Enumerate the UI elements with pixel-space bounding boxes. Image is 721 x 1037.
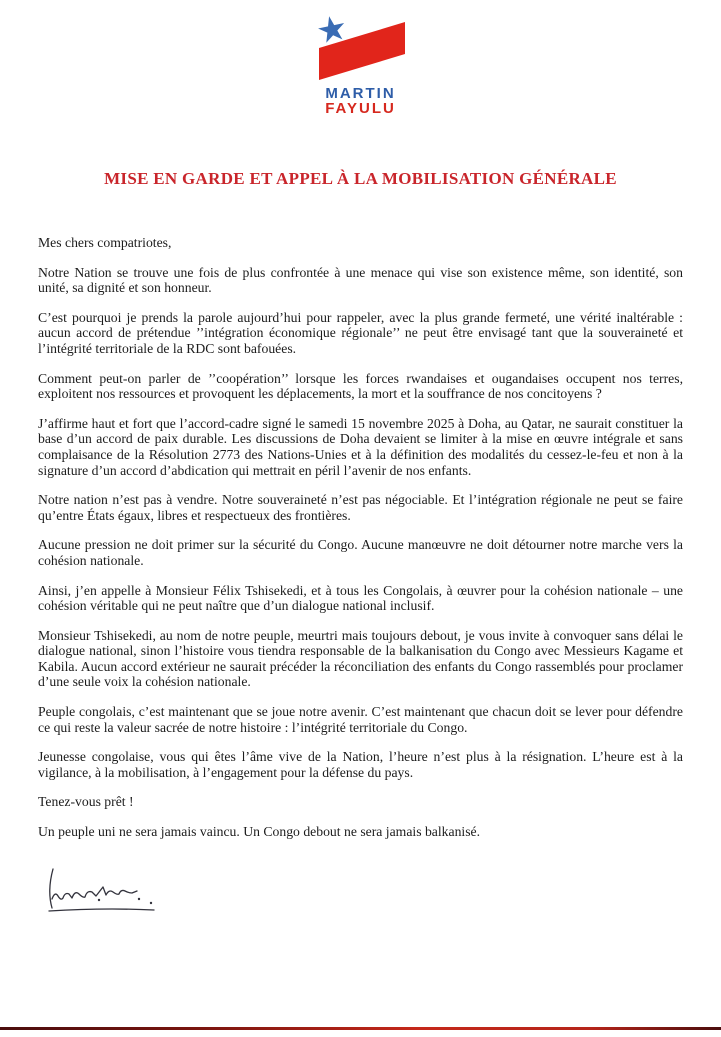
letter-paragraph: J’affirme haut et fort que l’accord-cadre signé le samedi 15 novembre 2025 à Doha, au Qatar, ne saurait constituer la base d’un accord de paix durable. Les discussions de Doha devaient se limiter à la mise en œuvre intégrale et sans complaisance de la Résolution 2773 des Nations-Unies et à la définition des modalités du cessez-le-feu et non à la signature d’un accord d’abdication qui mettrait en péril l’avenir de nos enfants. — [38, 415, 683, 478]
letter-paragraph: Ainsi, j’en appelle à Monsieur Félix Tshisekedi, et à tous les Congolais, à œuvrer pour la cohésion nationale – une cohésion véritable qui ne peut naître que d’un dialogue national inclusif. — [38, 582, 683, 614]
signature — [42, 866, 683, 922]
letter-body — [38, 235, 683, 921]
letter-paragraph: C’est pourquoi je prends la parole aujourd’hui pour rappeler, avec la plus grande fermeté, une vérité inaltérable : aucun accord de prétendue ’’intégration économique régionale’’ ne peut être envisagé tant que la souveraineté et l’intégrité territoriale de la RDC sont bafouées. — [38, 309, 683, 356]
document-title: MISE EN GARDE ET APPEL À LA MOBILISATION GÉNÉRALE — [104, 169, 617, 188]
letter-paragraph: Un peuple uni ne sera jamais vaincu. Un Congo debout ne sera jamais balkanisé. — [38, 824, 481, 840]
footer-rule — [0, 1027, 721, 1030]
letter-paragraph: Tenez-vous prêt ! — [38, 794, 134, 810]
letter-paragraph: Peuple congolais, c’est maintenant que se joue notre avenir. C’est maintenant que chacun doit se lever pour défendre ce qui reste la valeur sacrée de notre histoire : l’intégrité territoriale du Congo. — [38, 704, 683, 735]
logo-graphic — [305, 14, 417, 82]
signature-scrawl — [42, 866, 177, 918]
martin-fayulu-logo — [296, 14, 426, 117]
letter-paragraphs — [38, 265, 683, 840]
letter-paragraph: Monsieur Tshisekedi, au nom de notre peuple, meurtri mais toujours debout, je vous invite à convoquer sans délai le dialogue national, sinon l’histoire vous tiendra responsable de la balkanisation du Congo avec Messieurs Kagame et Kabila. Aucun accord extérieur ne saurait précéder la réconciliation des enfants du Congo rassemblés pour proclamer d’une seule voix la cohésion nationale. — [38, 627, 683, 690]
salutation: Mes chers compatriotes, — [38, 235, 172, 250]
letter-paragraph: Notre nation n’est pas à vendre. Notre souveraineté n’est pas négociable. Et l’intégration régionale ne peut se faire qu’entre États égaux, libres et respectueux des frontières. — [38, 492, 683, 523]
document-page — [0, 14, 721, 1037]
letter-paragraph: Comment peut-on parler de ’’coopération’’ lorsque les forces rwandaises et ougandaises occupent nos terres, exploitent nos ressources et provoquent les déplacements, la mort et la souffrance de nos concitoyens ? — [38, 370, 683, 402]
letter-paragraph: Aucune pression ne doit primer sur la sécurité du Congo. Aucune manœuvre ne doit détourner notre marche vers la cohésion nationale. — [38, 537, 683, 568]
logo-text-fayulu: FAYULU — [325, 100, 396, 117]
star-icon — [316, 14, 347, 44]
logo-text-martin: MARTIN — [325, 85, 396, 102]
letter-paragraph: Jeunesse congolaise, vous qui êtes l’âme vive de la Nation, l’heure n’est plus à la résignation. L’heure est à la vigilance, à la mobilisation, à l’engagement pour la défense du pays. — [38, 749, 683, 780]
letter-paragraph: Notre Nation se trouve une fois de plus confrontée à une menace qui vise son existence même, son identité, son unité, sa dignité et son honneur. — [38, 264, 683, 296]
